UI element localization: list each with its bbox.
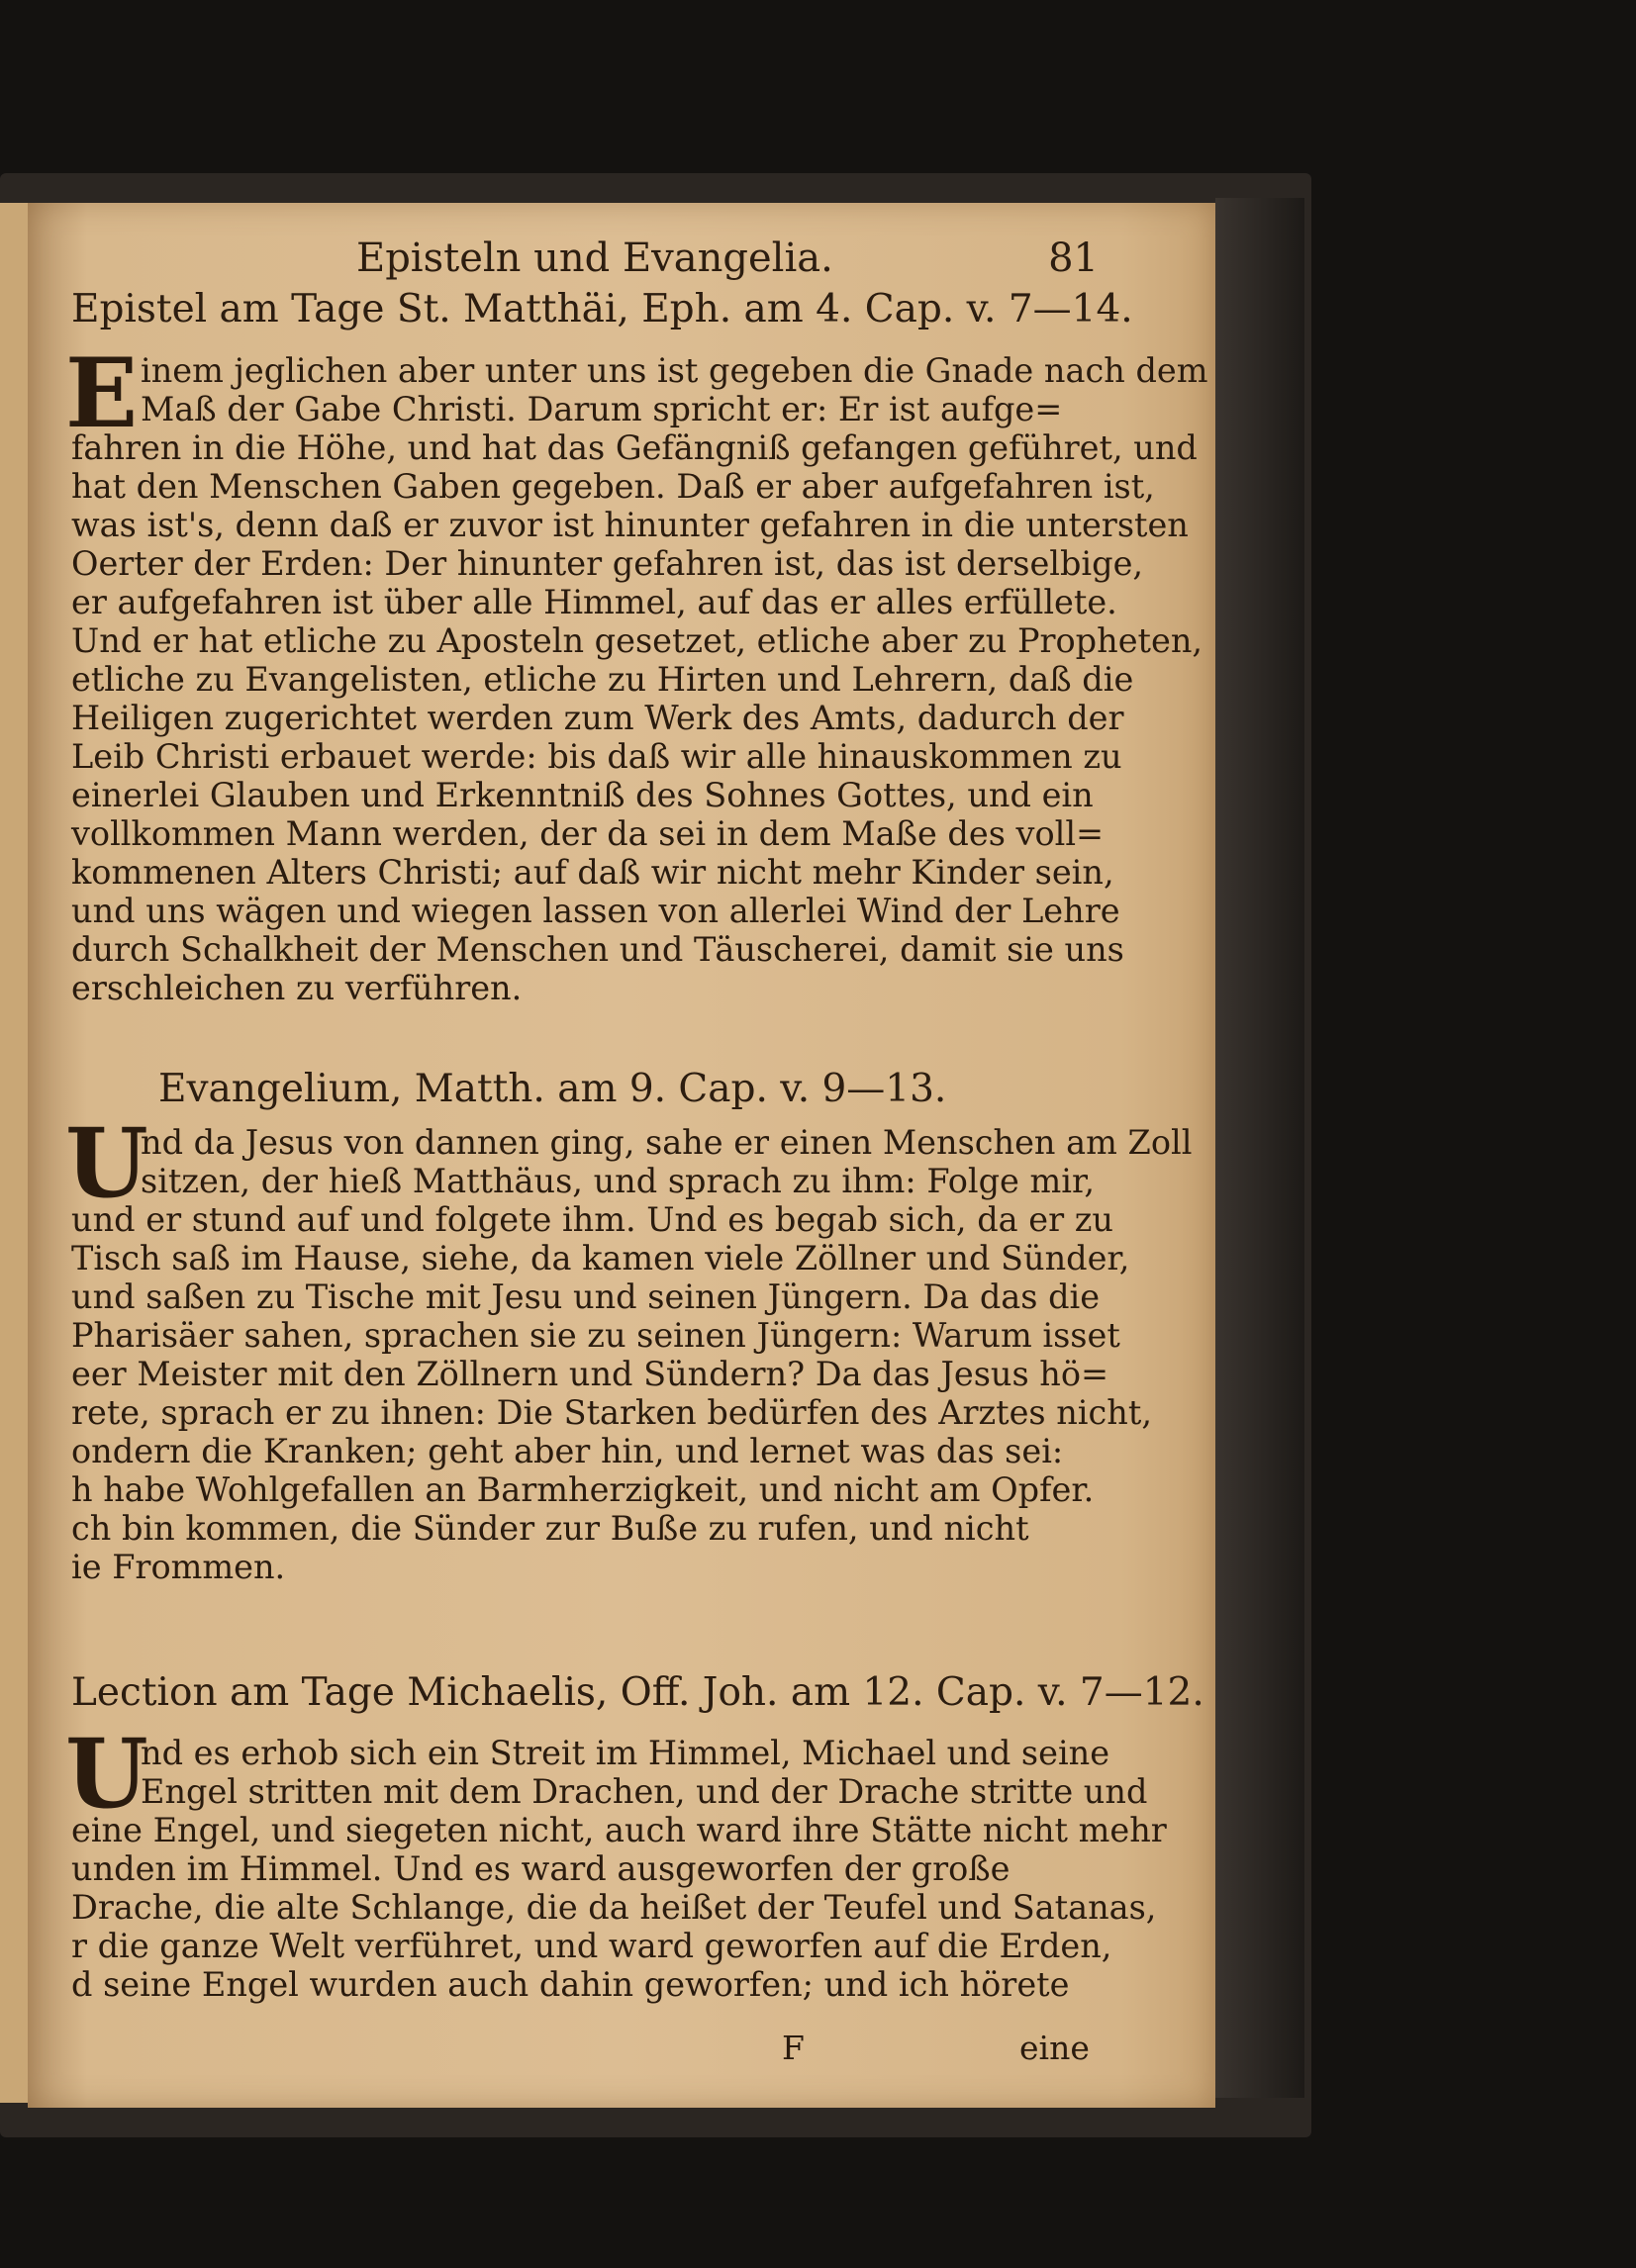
previous-page-edge (0, 203, 28, 2103)
section1-line: kommenen Alters Christi; auf daß wir nicht mehr Kinder sein, (71, 853, 1114, 892)
section3-line: r die ganze Welt verführet, und ward geworfen auf die Erden, (71, 1927, 1112, 1965)
cover-edge (1215, 198, 1304, 2098)
section3-heading: Lection am Tage Michaelis, Off. Joh. am 12. Cap. v. 7—12. (71, 1670, 1204, 1715)
section2-line: Pharisäer sahen, sprachen sie zu seinen Jüngern: Warum isset (71, 1316, 1120, 1355)
section3-line: d seine Engel wurden auch dahin geworfen; und ich hörete (71, 1965, 1070, 2004)
header-title: Episteln und Evangelia. (356, 236, 833, 281)
section2-line: Tisch saß im Hause, siehe, da kamen viele Zöllner und Sünder, (71, 1239, 1130, 1277)
section1-line: fahren in die Höhe, und hat das Gefängniß gefangen geführet, und (71, 428, 1198, 467)
section1-line: und uns wägen und wiegen lassen von allerlei Wind der Lehre (71, 892, 1120, 930)
section1-line: einerlei Glauben und Erkenntniß des Sohnes Gottes, und ein (71, 776, 1094, 814)
section1-line: er aufgefahren ist über alle Himmel, auf das er alles erfüllete. (71, 583, 1117, 621)
section2-line: sitzen, der hieß Matthäus, und sprach zu ihm: Folge mir, (141, 1162, 1095, 1200)
section3-line: nd es erhob sich ein Streit im Himmel, Michael und seine (141, 1734, 1110, 1772)
section1-heading: Epistel am Tage St. Matthäi, Eph. am 4. Cap. v. 7—14. (71, 287, 1133, 331)
section2-line: und saßen zu Tische mit Jesu und seinen Jüngern. Da das die (71, 1277, 1101, 1316)
section1-line: hat den Menschen Gaben gegeben. Daß er aber aufgefahren ist, (71, 467, 1155, 506)
section3-line: unden im Himmel. Und es ward ausgeworfen der große (71, 1849, 1010, 1888)
section2-line: ch bin kommen, die Sünder zur Buße zu rufen, und nicht (71, 1509, 1029, 1548)
section3-dropcap: U (65, 1718, 148, 1830)
section1-line: vollkommen Mann werden, der da sei in dem Maße des voll= (71, 814, 1105, 853)
section2-dropcap: U (65, 1107, 148, 1219)
section2-line: nd da Jesus von dannen ging, sahe er einen Menschen am Zoll (141, 1123, 1193, 1162)
section2-text (71, 1123, 1193, 1586)
section1-line: Heiligen zugerichtet werden zum Werk des Amts, dadurch der (71, 699, 1124, 737)
catchword: eine (1019, 2029, 1090, 2067)
section2-line: rete, sprach er zu ihnen: Die Starken bedürfen des Arztes nicht, (71, 1393, 1152, 1432)
page-number: 81 (1048, 236, 1099, 281)
section2-line: ie Frommen. (71, 1548, 286, 1586)
section2-line: ondern die Kranken; geht aber hin, und lernet was das sei: (71, 1432, 1064, 1470)
section3-line: Engel stritten mit dem Drachen, und der Drache stritte und (141, 1772, 1148, 1811)
section1-line: erschleichen zu verführen. (71, 969, 523, 1007)
section1-line: Oerter der Erden: Der hinunter gefahren ist, das ist derselbige, (71, 544, 1144, 583)
section2-line: und er stund auf und folgete ihm. Und es begab sich, da er zu (71, 1200, 1113, 1239)
section1-line: inem jeglichen aber unter uns ist gegeben die Gnade nach dem (141, 351, 1208, 390)
running-header (297, 228, 1099, 287)
section1-line: Leib Christi erbauet werde: bis daß wir alle hinauskommen zu (71, 737, 1122, 776)
section3-line: Drache, die alte Schlange, die da heißet der Teufel und Satanas, (71, 1888, 1157, 1927)
section2-line: h habe Wohlgefallen an Barmherzigkeit, und nicht am Opfer. (71, 1470, 1095, 1509)
section1-line: was ist's, denn daß er zuvor ist hinunter gefahren in die untersten (71, 506, 1189, 544)
section3-text (71, 1734, 1167, 2004)
section1-line: etliche zu Evangelisten, etliche zu Hirten und Lehrern, daß die (71, 660, 1134, 699)
section2-heading: Evangelium, Matth. am 9. Cap. v. 9—13. (158, 1067, 947, 1111)
section1-line: Und er hat etliche zu Aposteln gesetzet, etliche aber zu Propheten, (71, 621, 1203, 660)
section1-text (71, 351, 1208, 1007)
section1-dropcap: E (65, 337, 139, 449)
section3-line: eine Engel, und siegeten nicht, auch ward ihre Stätte nicht mehr (71, 1811, 1167, 1849)
section1-line: durch Schalkheit der Menschen und Täuscherei, damit sie uns (71, 930, 1124, 969)
section2-line: eer Meister mit den Zöllnern und Sündern? Da das Jesus hö= (71, 1355, 1109, 1393)
signature-mark: F (782, 2029, 805, 2067)
section1-line: Maß der Gabe Christi. Darum spricht er: Er ist aufge= (141, 390, 1063, 428)
